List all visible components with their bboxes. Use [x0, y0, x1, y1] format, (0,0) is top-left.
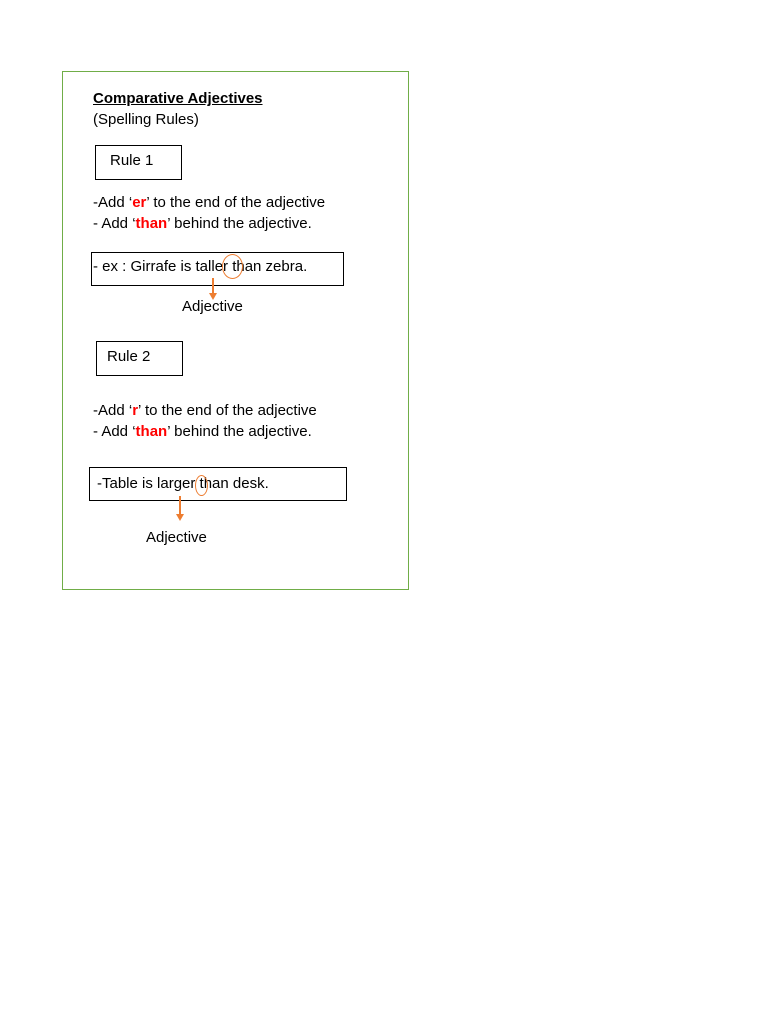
rule1-line2 — [93, 215, 312, 233]
page-subtitle: (Spelling Rules) — [93, 111, 199, 128]
rule2-arrow-line — [179, 496, 181, 515]
rule1-annotation: Adjective — [182, 298, 243, 315]
rule1-line1-pre: -Add ‘ — [93, 194, 133, 211]
rule1-line1-highlight: er — [132, 194, 147, 211]
rule2-line1 — [93, 402, 317, 420]
rule2-suffix-circle — [195, 475, 208, 496]
rule2-line1-pre: -Add ‘ — [93, 402, 133, 419]
rule2-line2-post: ’ behind the adjective. — [167, 423, 312, 440]
rule2-line2-highlight: than — [135, 423, 168, 440]
rule2-label: Rule 2 — [107, 348, 151, 365]
rule2-annotation: Adjective — [146, 529, 207, 546]
rule1-line2-pre: - Add ‘ — [93, 215, 136, 232]
rule2-line1-highlight: r — [132, 402, 139, 419]
rule2-example: -Table is larger than desk. — [97, 475, 269, 492]
rule1-example: - ex : Girrafe is taller than zebra. — [93, 258, 308, 275]
page-title: Comparative Adjectives — [93, 90, 263, 107]
rule2-line1-post: ’ to the end of the adjective — [138, 402, 317, 419]
rule1-arrow-line — [212, 278, 214, 294]
rule1-line2-highlight: than — [135, 215, 168, 232]
rule1-suffix-circle — [222, 254, 243, 279]
rule1-line1 — [93, 194, 325, 212]
rule2-line2 — [93, 423, 312, 441]
rule1-line2-post: ’ behind the adjective. — [167, 215, 312, 232]
rule2-line2-pre: - Add ‘ — [93, 423, 136, 440]
rule1-label: Rule 1 — [110, 152, 154, 169]
rule2-arrow-head — [176, 514, 184, 521]
rule1-line1-post: ’ to the end of the adjective — [146, 194, 326, 211]
